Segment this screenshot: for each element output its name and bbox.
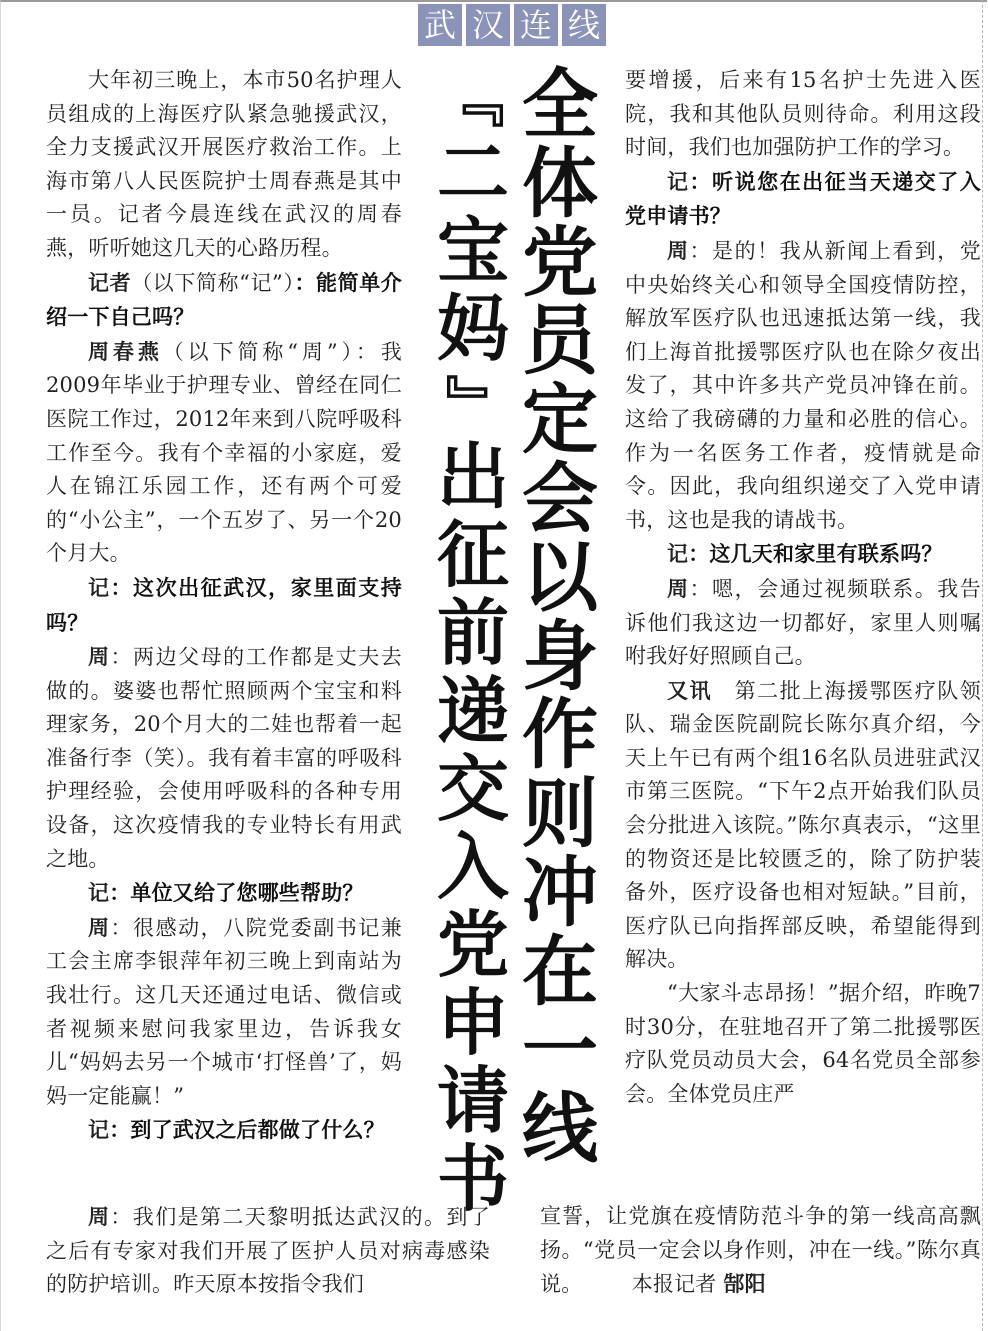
- speaker-label: 记: [88, 1117, 110, 1143]
- headline-char: 出: [436, 435, 509, 519]
- speaker-label: 记者: [88, 269, 132, 295]
- article-column-bottom-right: [540, 1200, 981, 1302]
- headline-char: 冲: [522, 847, 598, 937]
- headline-char: 交: [436, 747, 509, 831]
- headline-char: 征: [436, 513, 509, 597]
- article-paragraph: [46, 1200, 490, 1302]
- article-paragraph: [625, 234, 981, 537]
- paragraph-text: ：很感动，八院党委副书记兼工会主席李银萍年初三晚上到南站为我壮行。这几天还通过电话、微信或者视频来慰问我家里边，告诉我女儿“妈妈去另一个城市‘打怪兽’了，妈妈一定能赢！”: [46, 915, 402, 1108]
- article-paragraph: [625, 64, 981, 165]
- section-header-char: 汉: [466, 4, 510, 46]
- quote-close-mark: 』: [438, 373, 507, 433]
- article-paragraph: [46, 876, 402, 911]
- paragraph-text: ：单位又给了您哪些帮助？: [109, 880, 364, 906]
- paragraph-text: 要增援，后来有15名护士先进入医院，我和其他队员则待命。利用这段时间，我们也加强防护工作的学习。: [625, 68, 981, 160]
- headline-char: 前: [436, 591, 509, 675]
- paragraph-text: ：我们是第二天黎明抵达武汉的。到了之后有专家对我们开展了医护人员对病毒感染的防护培训。昨天原本按指令我们: [46, 1205, 490, 1297]
- speaker-label: 周: [88, 914, 111, 940]
- article-paragraph: [625, 165, 981, 234]
- paragraph-text: ：是的！我从新闻上看到，党中央始终关心和领导全国疫情防控，解放军医疗队也迅速抵达第一线，我们上海首批援鄂医疗队也在除夕夜出发了，其中许多共产党员冲锋在前。这给了我磅礴的力量和必胜的信心。作为一名医务工作者，疫情就是命令。因此，我向组织递交了入党申请书，这也是我的请战书。: [625, 238, 981, 532]
- headline-char: 则: [522, 769, 598, 859]
- paragraph-text: ：能简单介绍一下自己吗？: [46, 269, 403, 330]
- article-paragraph: [46, 911, 402, 1114]
- headline-char: 请: [436, 1059, 509, 1143]
- headline-char: 申: [436, 981, 509, 1065]
- headline-char: 定: [522, 375, 598, 465]
- paragraph-text: 第二批上海援鄂医疗队领队、瑞金医院副院长陈尔真介绍，今天上午已有两个组16名队员进驻武汉市第三医院。“下午2点开始我们队员会分批进入该院。”陈尔真表示，“这里的物资还是比较匮乏的，除了防护装备外，医疗设备也相对短缺。”目前，医疗队已向指挥部反映，希望能得到解决。: [625, 678, 981, 972]
- speaker-label: 周春燕: [88, 338, 163, 364]
- headline-char: 宝: [436, 209, 509, 293]
- headline-char: 书: [436, 1137, 509, 1221]
- quote-open-mark: 『: [438, 69, 507, 129]
- headline-char: 身: [522, 611, 598, 701]
- headline-char: 二: [436, 131, 509, 215]
- headline-secondary: [430, 64, 516, 1221]
- speaker-label: 记: [88, 880, 110, 906]
- headline-char: 员: [522, 296, 598, 386]
- article-paragraph: [46, 1113, 402, 1148]
- headline-char: 线: [522, 1084, 598, 1174]
- headline-char: 入: [436, 825, 509, 909]
- speaker-label: 记: [667, 168, 690, 194]
- paragraph-text: “大家斗志昂扬！”据介绍，昨晚7时30分，在驻地召开了第二批援鄂医疗队党员动员大会，64名党员全部参会。全体党员庄严: [625, 981, 981, 1106]
- headline-char: 一: [522, 1005, 598, 1095]
- headline-char: 在: [522, 926, 598, 1016]
- headline-char: 党: [522, 217, 598, 307]
- section-header: [418, 4, 606, 46]
- article-paragraph: [46, 335, 402, 571]
- speaker-label: 又讯: [667, 677, 713, 703]
- article-paragraph: [46, 266, 402, 335]
- headline-char: 妈: [436, 287, 509, 371]
- article-paragraph: [46, 64, 402, 266]
- article-paragraph: [625, 674, 981, 977]
- paragraph-text: ：这次出征武汉，家里面支持吗？: [46, 574, 402, 635]
- paragraph-text: ：我2009年毕业于护理专业、曾经在同仁医院工作过，2012年来到八院呼吸科工作至今。我有个幸福的小家庭，爱人在锦江乐园工作，还有两个可爱的“小公主”，一个五岁了、另一个20个月大。: [46, 339, 402, 566]
- speaker-note: （以下简称“周”）: [162, 339, 356, 364]
- paragraph-text: ：听说您在出征当天递交了入党申请书？: [625, 168, 981, 229]
- article-paragraph: [46, 571, 402, 640]
- article-paragraph: [625, 977, 981, 1111]
- section-header-char: 线: [562, 4, 606, 46]
- headline-char: 体: [522, 138, 598, 228]
- paragraph-text: 大年初三晚上，本市50名护理人员组成的上海医疗队紧急驰援武汉，全力支援武汉开展医疗救治工作。上海市第八人民医院护士周春燕是其中一员。记者今晨连线在武汉的周春燕，听听她这几天的心路历程。: [46, 68, 402, 260]
- speaker-label: 周: [667, 575, 690, 601]
- headline-char: 全: [522, 60, 598, 149]
- article-paragraph: [46, 640, 402, 876]
- section-header-char: 武: [418, 4, 462, 46]
- section-header-char: 连: [514, 4, 558, 46]
- byline-name: 郜阳: [723, 1271, 766, 1297]
- headline-char: 作: [522, 690, 598, 780]
- speaker-label: 记: [88, 574, 111, 600]
- headline-char: 党: [436, 903, 509, 987]
- article-column-right: [625, 64, 981, 1111]
- paragraph-text: ：到了武汉之后都做了什么？: [109, 1117, 385, 1143]
- column-rule: [982, 0, 983, 1331]
- paragraph-text: ：嗯，会通过视频联系。我告诉他们我这边一切都好，家里人则嘱咐我好好照顾自己。: [625, 576, 981, 669]
- article-paragraph: [625, 537, 981, 572]
- byline-prefix: 本报记者: [631, 1272, 717, 1297]
- speaker-note: （以下简称“记”）: [131, 270, 295, 295]
- headline-char: 递: [436, 669, 509, 753]
- article-column-bottom: [46, 1200, 490, 1302]
- paragraph-text: ：两边父母的工作都是丈夫去做的。婆婆也帮忙照顾两个宝宝和料理家务，20个月大的二娃也帮着一起准备行李（笑）。我有着丰富的呼吸科护理经验，会使用呼吸科的各种专用设备，这次疫情我的专业特长有用武之地。: [46, 645, 402, 871]
- article-paragraph: [625, 572, 981, 674]
- headline-main: [518, 60, 602, 1174]
- headline-char: 会: [522, 453, 598, 543]
- speaker-label: 周: [667, 237, 690, 263]
- article-paragraph: 宣誓，让党旗在疫情防范斗争的第一线高高飘扬。“党员一定会以身作则，冲在一线。”陈尔真说。: [540, 1204, 981, 1297]
- paragraph-text: ：这几天和家里有联系吗？: [688, 541, 943, 567]
- speaker-label: 周: [88, 644, 111, 670]
- headline-char: 以: [522, 532, 598, 622]
- article-column-left: [46, 64, 402, 1148]
- speaker-label: 记: [667, 541, 689, 567]
- speaker-label: 周: [88, 1204, 111, 1229]
